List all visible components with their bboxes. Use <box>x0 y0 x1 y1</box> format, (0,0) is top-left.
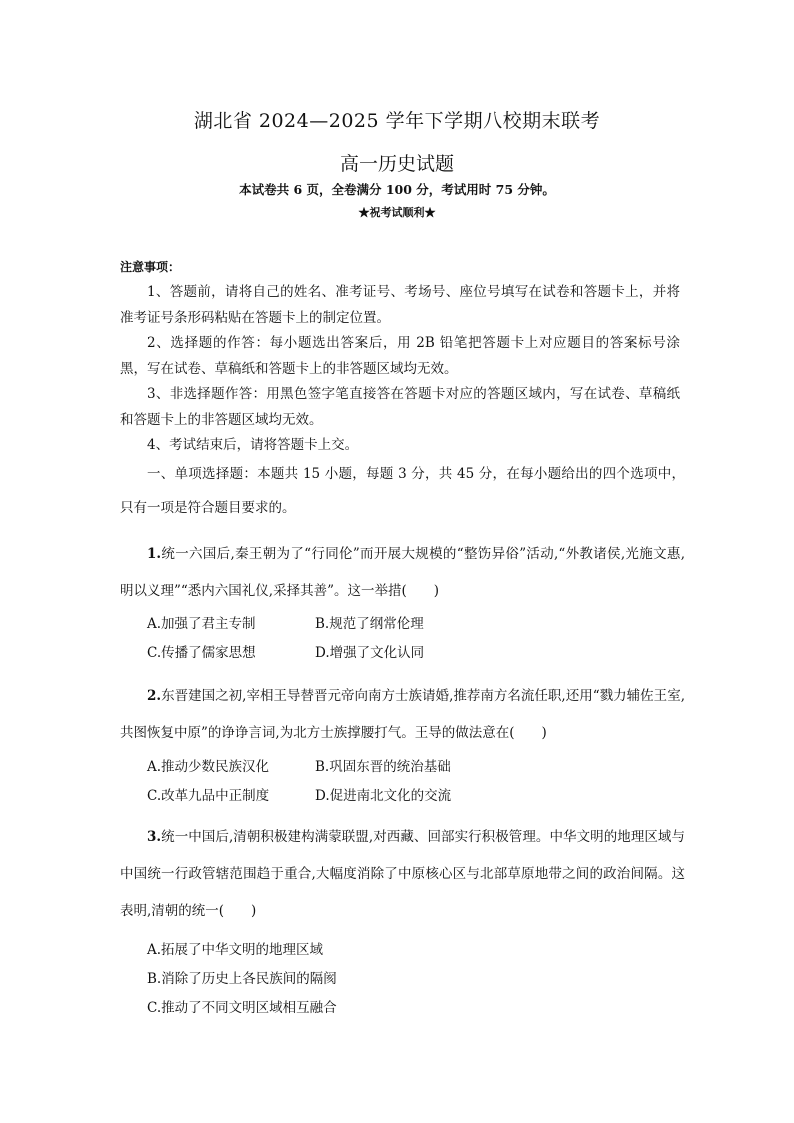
question-stem: 东晋建国之初,宰相王导替晋元帝向南方士族请婚,推荐南方名流任职,还用“戮力辅佐王室,共图恢复中原”的诤诤言词,为北方士族撑腰打气。王导的做法意在( ) <box>120 688 685 741</box>
q2-option-c[interactable]: C.改革九品中正制度 <box>147 788 270 804</box>
q3-option-a[interactable]: A.拓展了中华文明的地理区域 <box>147 942 324 958</box>
exam-meta: 本试卷共 6 页，全卷满分 100 分，考试用时 75 分钟。 <box>239 182 555 197</box>
q2-option-d[interactable]: D.促进南北文化的交流 <box>315 788 452 804</box>
q1-option-a[interactable]: A.加强了君主专制 <box>147 616 256 632</box>
notice-item-1: 1、答题前，请将自己的姓名、准考证号、考场号、座位号填写在试卷和答题卡上，并将准考证号条形码粘贴在答题卡上的制定位置。 <box>120 284 680 326</box>
q1-option-b[interactable]: B.规范了纲常伦理 <box>315 616 424 632</box>
question-number: 1. <box>147 546 162 562</box>
q2-option-b[interactable]: B.巩固东晋的统治基础 <box>315 759 451 775</box>
notice-item-3: 3、非选择题作答：用黑色签字笔直接答在答题卡对应的答题区域内，写在试卷、草稿纸和答题卡上的非答题区域均无效。 <box>120 386 680 428</box>
question-number: 3. <box>147 829 162 845</box>
notice-item-4: 4、考试结束后，请将答题卡上交。 <box>147 437 359 453</box>
question-stem: 统一中国后,清朝积极建构满蒙联盟,对西藏、回部实行积极管理。中华文明的地理区域与中国统一行政管辖范围趋于重合,大幅度消除了中原核心区与北部草原地带之间的政治间隔。这表明,清朝的统一( ) <box>120 829 685 919</box>
exam-title: 湖北省 2024—2025 学年下学期八校期末联考 <box>193 110 601 132</box>
question-number: 2. <box>147 688 162 704</box>
question-1 <box>120 536 685 610</box>
q1-option-d[interactable]: D.增强了文化认同 <box>315 645 425 661</box>
good-luck-line: ★祝考试顺利★ <box>358 206 436 219</box>
question-2 <box>120 678 685 752</box>
section-intro: 一、单项选择题：本题共 15 小题，每题 3 分，共 45 分，在每小题给出的四个选项中，只有一项是符合题目要求的。 <box>120 466 685 516</box>
exam-subtitle: 高一历史试题 <box>339 153 454 175</box>
question-3 <box>120 819 685 930</box>
question-stem: 统一六国后,秦王朝为了“行同伦”而开展大规模的“整饬异俗”活动,“外教诸侯,光施文惠,明以义理”“悉内六国礼仪,采择其善”。这一举措( ) <box>120 546 685 599</box>
q1-option-c[interactable]: C.传播了儒家思想 <box>147 645 256 661</box>
q3-option-c[interactable]: C.推动了不同文明区域相互融合 <box>147 1000 337 1016</box>
notice-item-2: 2、选择题的作答：每小题选出答案后，用 2B 铅笔把答题卡上对应题目的答案标号涂黑，写在试卷、草稿纸和答题卡上的非答题区域均无效。 <box>120 335 680 377</box>
q3-option-b[interactable]: B.消除了历史上各民族间的隔阂 <box>147 971 337 987</box>
q2-option-a[interactable]: A.推动少数民族汉化 <box>147 759 270 775</box>
notice-heading: 注意事项： <box>120 260 181 274</box>
